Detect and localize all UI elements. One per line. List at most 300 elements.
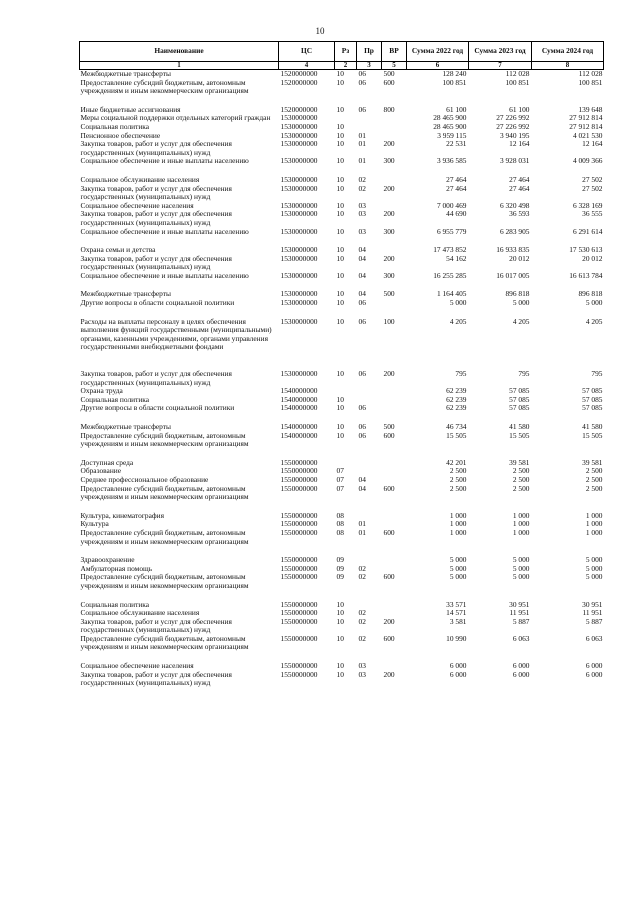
row-sum-2022: 6 000: [449, 670, 467, 679]
row-cs: 1530000000: [280, 122, 318, 131]
table-row: [80, 370, 604, 387]
row-sum-2022: 62 239: [446, 395, 467, 404]
row-sum-2022: 16 255 285: [433, 271, 467, 280]
row-sum-2024: 27 912 814: [569, 122, 603, 131]
row-vr: [382, 387, 407, 396]
row-name: Закупка товаров, работ и услуг для обеспечения государственных (муниципальных) нужд: [80, 617, 232, 635]
row-sum-2023: 16 933 835: [496, 246, 530, 255]
row-sum-2024: 17 530 613: [569, 246, 603, 255]
row-sum-2024: 100 851: [578, 78, 603, 87]
row-pr: 03: [358, 210, 366, 219]
row-rz: 10: [336, 175, 344, 184]
row-rz: 10: [336, 395, 344, 404]
header-sum-2024: Сумма 2024 год: [532, 42, 604, 62]
table-row: [80, 520, 604, 529]
table-row: [80, 529, 604, 546]
row-pr: 02: [358, 564, 366, 573]
row-sum-2024: 1 000: [585, 520, 603, 529]
row-name: Предоставление субсидий бюджетным, автономным учреждениям и иным некоммерческим организациям: [80, 634, 249, 652]
row-pr: 06: [358, 317, 366, 326]
row-sum-2024: 15 505: [582, 431, 603, 440]
row-rz: 10: [336, 404, 344, 413]
row-name: Социальное обслуживание населения: [80, 609, 200, 618]
row-pr: [357, 123, 382, 132]
row-sum-2023: 1 000: [512, 520, 530, 529]
row-rz: 10: [336, 670, 344, 679]
row-vr: [382, 609, 407, 618]
row-vr: 500: [383, 290, 395, 299]
table-row: [80, 246, 604, 255]
spacer-row: [80, 236, 604, 246]
row-cs: 1520000000: [280, 78, 318, 87]
spacer-row: [80, 280, 604, 290]
row-sum-2024: 39 581: [582, 458, 603, 467]
row-sum-2022: 1 000: [449, 511, 467, 520]
row-sum-2024: 5 000: [585, 556, 603, 565]
row-cs: 1530000000: [280, 114, 318, 123]
table-row: [80, 202, 604, 211]
row-vr: [382, 512, 407, 521]
row-cs: 1550000000: [280, 475, 318, 484]
table-row: [80, 255, 604, 272]
row-cs: 1530000000: [280, 175, 318, 184]
row-sum-2023: 112 028: [505, 69, 530, 78]
row-pr: 03: [358, 662, 366, 671]
row-sum-2024: 57 085: [582, 387, 603, 396]
row-rz: 10: [336, 201, 344, 210]
row-vr: 600: [383, 484, 395, 493]
row-pr: [357, 387, 382, 396]
row-name: Здравоохранение: [80, 556, 135, 565]
header-pr: Пр: [357, 42, 382, 62]
row-sum-2023: 16 017 005: [496, 271, 530, 280]
page-number: 10: [315, 26, 325, 36]
row-rz: 10: [336, 254, 344, 263]
row-cs: 1530000000: [280, 246, 318, 255]
table-row: [80, 70, 604, 79]
table-row: [80, 210, 604, 227]
row-pr: 03: [358, 670, 366, 679]
row-name: Социальное обеспечение и иные выплаты населению: [80, 157, 249, 166]
spacer-cell: [80, 352, 604, 370]
row-pr: [357, 459, 382, 468]
table-row: [80, 114, 604, 123]
table-row: [80, 601, 604, 610]
spacer-row: [80, 591, 604, 601]
row-sum-2023: 6 283 905: [499, 227, 530, 236]
row-sum-2022: 5 000: [449, 564, 467, 573]
row-sum-2023: 2 500: [512, 475, 530, 484]
row-sum-2022: 15 505: [446, 431, 467, 440]
row-rz: 09: [336, 564, 344, 573]
table-row: [80, 272, 604, 281]
row-pr: 02: [358, 573, 366, 582]
row-vr: 600: [383, 431, 395, 440]
row-name: Предоставление субсидий бюджетным, автономным учреждениям и иным некоммерческим организациям: [80, 573, 249, 590]
row-sum-2022: 6 000: [449, 662, 467, 671]
row-sum-2023: 5 000: [512, 564, 530, 573]
row-sum-2023: 6 000: [512, 670, 530, 679]
row-name: Социальное обеспечение населения: [80, 662, 194, 671]
row-cs: 1540000000: [280, 404, 318, 413]
row-name: Образование: [80, 467, 122, 476]
row-sum-2023: 12 164: [509, 140, 530, 149]
row-sum-2024: 20 012: [582, 254, 603, 263]
row-rz: 10: [336, 423, 344, 431]
table-row: [80, 467, 604, 476]
row-cs: 1540000000: [280, 431, 318, 440]
row-sum-2023: 4 205: [512, 317, 530, 326]
row-rz: 07: [336, 467, 344, 476]
row-vr: 100: [383, 317, 395, 326]
row-pr: [357, 114, 382, 123]
row-name: Социальная политика: [80, 122, 150, 131]
row-sum-2022: 44 690: [446, 210, 467, 219]
table-row: [80, 485, 604, 502]
table-row: [80, 432, 604, 449]
row-name: Культура, кинематография: [80, 511, 164, 520]
row-sum-2024: 5 000: [585, 573, 603, 582]
row-sum-2022: 27 464: [446, 184, 467, 193]
row-name: Предоставление субсидий бюджетным, автономным учреждениям и иным некоммерческим организациям: [80, 528, 249, 546]
spacer-cell: [80, 591, 604, 601]
row-sum-2023: 6 063: [512, 634, 530, 643]
row-pr: 06: [358, 78, 366, 87]
row-cs: 1550000000: [280, 573, 318, 582]
row-vr: 800: [383, 105, 395, 114]
row-name: Культура: [80, 520, 109, 529]
row-rz: 10: [336, 69, 344, 78]
row-cs: 1540000000: [280, 395, 318, 404]
row-sum-2024: 27 502: [582, 175, 603, 184]
spacer-cell: [80, 449, 604, 459]
row-rz: 10: [336, 246, 344, 255]
table-row: [80, 106, 604, 115]
row-vr: 300: [383, 271, 395, 280]
spacer-cell: [80, 96, 604, 106]
header-number: 8: [532, 62, 604, 70]
row-vr: [382, 132, 407, 141]
header-rz: Рз: [335, 42, 357, 62]
row-pr: 03: [358, 227, 366, 236]
row-name: Расходы на выплаты персоналу в целях обеспечения выполнения функций государственными (муниципальными) органами, казенными учреждениями, органами управления государственными внебюджетными фондами: [80, 317, 272, 352]
row-sum-2023: 5 000: [512, 556, 530, 565]
row-sum-2022: 795: [455, 370, 467, 379]
row-rz: 09: [336, 573, 344, 582]
row-cs: 1550000000: [280, 609, 318, 618]
row-sum-2022: 6 955 779: [436, 227, 467, 236]
row-pr: 06: [358, 69, 366, 78]
row-sum-2024: 11 951: [582, 609, 603, 618]
row-pr: 02: [358, 175, 366, 184]
row-rz: 10: [336, 431, 344, 440]
row-rz: 10: [336, 299, 344, 308]
row-sum-2024: 795: [591, 370, 603, 379]
row-cs: 1530000000: [280, 290, 318, 299]
row-rz: 10: [336, 370, 344, 379]
table-row: [80, 512, 604, 521]
row-name: Закупка товаров, работ и услуг для обеспечения государственных (муниципальных) нужд: [80, 140, 232, 157]
row-pr: 01: [358, 520, 366, 529]
row-rz: 10: [336, 634, 344, 643]
row-sum-2022: 4 205: [449, 317, 467, 326]
row-name: Закупка товаров, работ и услуг для обеспечения государственных (муниципальных) нужд: [80, 370, 232, 387]
row-name: Социальная политика: [80, 600, 150, 609]
row-sum-2024: 5 000: [585, 299, 603, 308]
row-pr: 04: [358, 271, 366, 280]
table-header: [80, 42, 604, 70]
row-name: Охрана семьи и детства: [80, 246, 156, 255]
row-name: Другие вопросы в области социальной политики: [80, 299, 235, 308]
row-sum-2023: 2 500: [512, 467, 530, 476]
table-row: [80, 404, 604, 413]
row-rz: 07: [336, 475, 344, 484]
row-sum-2022: 54 162: [446, 254, 467, 263]
row-vr: [382, 565, 407, 574]
row-sum-2022: 5 000: [449, 299, 467, 308]
row-cs: 1550000000: [280, 520, 318, 529]
row-sum-2024: 4 009 366: [572, 157, 603, 166]
row-pr: 01: [358, 140, 366, 149]
row-sum-2022: 46 734: [446, 423, 467, 431]
table-row: [80, 176, 604, 185]
row-cs: 1550000000: [280, 634, 318, 643]
row-vr: 200: [383, 184, 395, 193]
row-sum-2022: 1 164 405: [436, 290, 467, 299]
table-row: [80, 318, 604, 352]
row-cs: 1520000000: [280, 69, 318, 78]
row-name: Предоставление субсидий бюджетным, автономным учреждениям и иным некоммерческим организациям: [80, 78, 249, 96]
row-sum-2023: 27 464: [509, 175, 530, 184]
row-sum-2023: 1 000: [512, 511, 530, 520]
row-rz: 10: [336, 131, 344, 140]
table-row: [80, 662, 604, 671]
table-row: [80, 635, 604, 652]
row-sum-2023: 5 000: [512, 573, 530, 582]
row-cs: 1550000000: [280, 467, 318, 476]
row-name: Межбюджетные трансферты: [80, 290, 171, 299]
row-rz: 10: [336, 157, 344, 166]
row-name: Социальная политика: [80, 395, 150, 404]
row-name: Социальное обеспечение и иные выплаты населению: [80, 227, 249, 236]
row-pr: 06: [358, 105, 366, 114]
row-sum-2023: 30 951: [509, 600, 530, 609]
row-vr: 200: [383, 210, 395, 219]
row-pr: 06: [358, 423, 366, 431]
row-vr: [382, 556, 407, 565]
row-sum-2022: 62 239: [446, 404, 467, 413]
row-pr: 04: [358, 254, 366, 263]
row-sum-2024: 112 028: [578, 69, 603, 78]
row-rz: 10: [336, 78, 344, 87]
row-cs: 1530000000: [280, 131, 318, 140]
row-cs: 1530000000: [280, 140, 318, 149]
row-vr: 600: [383, 634, 395, 643]
row-cs: 1530000000: [280, 201, 318, 210]
row-vr: [382, 601, 407, 610]
row-sum-2023: 57 085: [509, 387, 530, 396]
row-name: Иные бюджетные ассигнования: [80, 105, 181, 114]
row-sum-2023: 61 100: [509, 105, 530, 114]
row-sum-2024: 27 502: [582, 184, 603, 193]
row-vr: [382, 404, 407, 413]
row-sum-2022: 22 531: [446, 140, 467, 149]
row-sum-2023: 15 505: [509, 431, 530, 440]
row-vr: 500: [383, 423, 395, 431]
row-rz: 10: [336, 227, 344, 236]
row-name: Социальное обеспечение населения: [80, 201, 194, 210]
row-rz: 10: [336, 609, 344, 618]
row-sum-2022: 3 936 585: [436, 157, 467, 166]
row-sum-2022: 2 500: [449, 484, 467, 493]
row-cs: 1550000000: [280, 511, 318, 520]
row-rz: 10: [336, 140, 344, 149]
row-pr: 06: [358, 370, 366, 379]
row-sum-2024: 41 580: [582, 423, 603, 431]
row-sum-2023: 2 500: [512, 484, 530, 493]
row-pr: 01: [358, 157, 366, 166]
header-number: 2: [335, 62, 357, 70]
row-sum-2024: 16 613 784: [569, 271, 603, 280]
row-cs: 1550000000: [280, 528, 318, 537]
row-rz: 10: [336, 105, 344, 114]
row-pr: [357, 467, 382, 476]
row-sum-2024: 6 000: [585, 662, 603, 671]
row-sum-2023: 57 085: [509, 404, 530, 413]
row-vr: 200: [383, 670, 395, 679]
table-row: [80, 565, 604, 574]
row-vr: [382, 520, 407, 529]
row-vr: 200: [383, 617, 395, 626]
row-vr: [382, 123, 407, 132]
row-sum-2024: 6 328 169: [572, 201, 603, 210]
row-vr: [382, 476, 407, 485]
row-sum-2024: 30 951: [582, 600, 603, 609]
row-cs: 1530000000: [280, 370, 318, 379]
spacer-row: [80, 413, 604, 423]
table-row: [80, 618, 604, 635]
row-sum-2022: 1 000: [449, 520, 467, 529]
row-cs: 1530000000: [280, 317, 318, 326]
spacer-cell: [80, 502, 604, 512]
row-pr: [357, 601, 382, 610]
header-sum-2023: Сумма 2023 год: [469, 42, 532, 62]
row-vr: [382, 467, 407, 476]
row-sum-2022: 14 571: [446, 609, 467, 618]
row-sum-2023: 27 464: [509, 184, 530, 193]
row-sum-2023: 5 887: [512, 617, 530, 626]
row-cs: 1520000000: [280, 105, 318, 114]
row-vr: 600: [383, 78, 395, 87]
row-sum-2022: 27 464: [446, 175, 467, 184]
row-name: Социальное обслуживание населения: [80, 175, 200, 184]
row-rz: 10: [336, 290, 344, 299]
row-sum-2024: 2 500: [585, 475, 603, 484]
row-name: Закупка товаров, работ и услуг для обеспечения государственных (муниципальных) нужд: [80, 254, 232, 272]
spacer-cell: [80, 413, 604, 423]
spacer-row: [80, 546, 604, 556]
row-sum-2023: 11 951: [509, 609, 530, 618]
table-row: [80, 573, 604, 590]
row-rz: 10: [336, 662, 344, 671]
row-name: Предоставление субсидий бюджетным, автономным учреждениям и иным некоммерческим организациям: [80, 484, 249, 502]
row-pr: 06: [358, 404, 366, 413]
row-sum-2024: 896 818: [578, 290, 603, 299]
row-vr: 300: [383, 157, 395, 166]
row-cs: 1530000000: [280, 254, 318, 263]
row-sum-2024: 57 085: [582, 395, 603, 404]
row-pr: [357, 556, 382, 565]
row-sum-2024: 1 000: [585, 511, 603, 520]
spacer-cell: [80, 166, 604, 176]
spacer-row: [80, 502, 604, 512]
row-vr: 300: [383, 227, 395, 236]
table-row: [80, 290, 604, 299]
row-sum-2022: 5 000: [449, 573, 467, 582]
table-row: [80, 228, 604, 237]
row-sum-2022: 1 000: [449, 528, 467, 537]
row-cs: 1530000000: [280, 299, 318, 308]
row-name: Доступная среда: [80, 458, 134, 467]
row-rz: 10: [336, 617, 344, 626]
row-vr: [382, 176, 407, 185]
table-row: [80, 459, 604, 468]
row-cs: 1550000000: [280, 458, 318, 467]
row-sum-2022: 28 465 900: [433, 122, 467, 131]
spacer-row: [80, 449, 604, 459]
table-row: [80, 123, 604, 132]
row-sum-2022: 7 000 469: [436, 201, 467, 210]
row-sum-2023: 3 928 031: [499, 157, 530, 166]
row-name: Межбюджетные трансферты: [80, 69, 171, 78]
row-sum-2022: 28 465 900: [433, 114, 467, 123]
spacer-cell: [80, 280, 604, 290]
row-sum-2024: 6 063: [585, 634, 603, 643]
row-sum-2022: 100 851: [442, 78, 467, 87]
table-row: [80, 140, 604, 157]
row-sum-2023: 57 085: [509, 395, 530, 404]
row-pr: 06: [358, 299, 366, 308]
row-sum-2024: 4 021 530: [572, 131, 603, 140]
table-row: [80, 396, 604, 405]
row-sum-2024: 5 000: [585, 564, 603, 573]
row-sum-2023: 20 012: [509, 254, 530, 263]
row-cs: 1540000000: [280, 387, 318, 396]
row-sum-2023: 41 580: [509, 423, 530, 431]
row-rz: 07: [336, 484, 344, 493]
row-name: Межбюджетные трансферты: [80, 423, 171, 431]
row-sum-2022: 17 473 852: [433, 246, 467, 255]
row-name: Охрана труда: [80, 387, 123, 396]
row-pr: 02: [358, 609, 366, 618]
row-name: Закупка товаров, работ и услуг для обеспечения государственных (муниципальных) нужд: [80, 670, 232, 688]
spacer-cell: [80, 546, 604, 556]
spacer-cell: [80, 652, 604, 662]
row-sum-2024: 36 555: [582, 210, 603, 219]
row-sum-2022: 2 500: [449, 467, 467, 476]
row-vr: 200: [383, 254, 395, 263]
row-cs: 1550000000: [280, 564, 318, 573]
row-cs: 1550000000: [280, 617, 318, 626]
row-rz: 10: [336, 271, 344, 280]
row-vr: 200: [383, 140, 395, 149]
row-name: Предоставление субсидий бюджетным, автономным учреждениям и иным некоммерческим организациям: [80, 431, 249, 449]
row-name: Закупка товаров, работ и услуг для обеспечения государственных (муниципальных) нужд: [80, 210, 232, 227]
spacer-row: [80, 96, 604, 106]
row-cs: 1530000000: [280, 271, 318, 280]
row-sum-2022: 10 990: [446, 634, 467, 643]
row-cs: 1530000000: [280, 157, 318, 166]
